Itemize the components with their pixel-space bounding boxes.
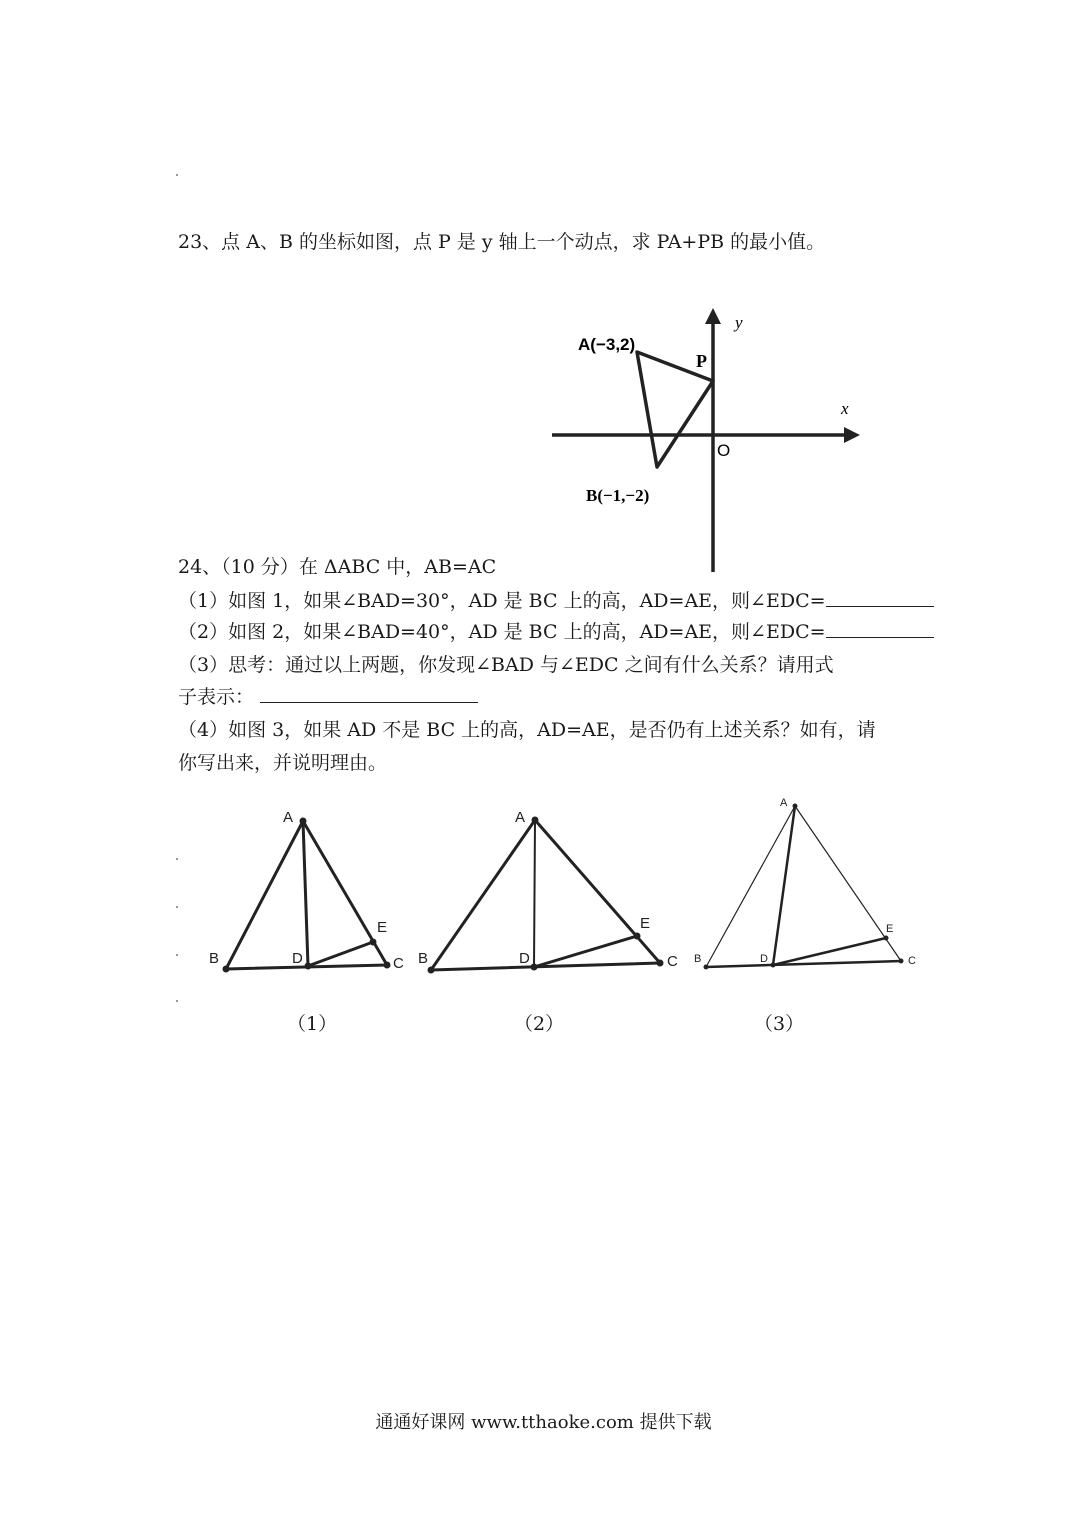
fig2-label-d: D — [519, 950, 530, 967]
y-axis-arrow-icon — [705, 308, 721, 324]
answer-blank-1[interactable] — [826, 588, 934, 607]
fig2-label-a: A — [515, 809, 526, 826]
segment-ad-3 — [773, 806, 795, 965]
fig1-label-e: E — [377, 919, 388, 936]
segment-ad-2 — [534, 820, 535, 967]
q24-part3-line2-text: 子表示： — [178, 686, 255, 708]
triangle-abc-2 — [431, 820, 660, 970]
q24-part3-line1: （3）思考：通过以上两题，你发现∠BAD 与∠EDC 之间有什么关系？请用式 — [178, 654, 834, 676]
figure-2-caption: （2） — [514, 1013, 565, 1035]
segment-de-2 — [534, 936, 637, 967]
margin-mark — [176, 858, 178, 860]
point-b-label: B(−1,−2) — [586, 486, 650, 505]
segment-de-1 — [308, 942, 373, 966]
fig2-label-b: B — [418, 950, 429, 967]
q24-part2 — [178, 619, 934, 645]
q24-part3-line2 — [178, 684, 478, 710]
q23-coordinate-figure — [540, 300, 880, 580]
fig3-label-a: A — [780, 797, 788, 809]
margin-mark — [176, 174, 178, 176]
fig1-label-c: C — [393, 955, 404, 972]
figure-1-caption: （1） — [287, 1013, 338, 1035]
figure-2 — [410, 805, 690, 980]
q24-part1-text: （1）如图 1，如果∠BAD=30°，AD 是 BC 上的高，AD=AE，则∠EDC= — [178, 590, 826, 612]
margin-mark — [176, 954, 178, 956]
fig2-label-e: E — [640, 915, 651, 932]
answer-blank-3[interactable] — [260, 684, 478, 703]
fig3-label-c: C — [908, 955, 916, 967]
figure-1 — [200, 805, 415, 980]
segment-ab-3 — [706, 806, 795, 967]
segment-ad-1 — [303, 821, 308, 966]
q24-part4-line2: 你写出来，并说明理由。 — [178, 752, 388, 774]
q24-part1 — [178, 588, 934, 614]
q24-part4-line1: （4）如图 3，如果 AD 不是 BC 上的高，AD=AE，是否仍有上述关系？如有，请 — [178, 719, 876, 741]
x-axis-label: x — [841, 399, 849, 418]
y-axis-label: y — [735, 313, 743, 332]
q24-part2-text: （2）如图 2，如果∠BAD=40°，AD 是 BC 上的高，AD=AE，则∠EDC= — [178, 621, 826, 643]
fig2-label-c: C — [667, 953, 678, 970]
fig1-label-d: D — [292, 950, 303, 967]
fig1-label-b: B — [209, 950, 220, 967]
page-footer: 通通好课网 www.tthaoke.com 提供下载 — [375, 1412, 712, 1433]
fig1-label-a: A — [283, 809, 294, 826]
x-axis-arrow-icon — [844, 427, 860, 443]
fig3-label-e: E — [886, 923, 894, 935]
point-p-label: P — [696, 351, 707, 371]
q24-title: 24、（10 分）在 ΔABC 中，AB=AC — [178, 556, 497, 578]
figure-3-caption: （3） — [754, 1013, 805, 1035]
fig3-label-b: B — [694, 953, 702, 965]
answer-blank-2[interactable] — [826, 619, 934, 638]
figure-3 — [690, 795, 925, 980]
margin-mark — [176, 906, 178, 908]
fig3-label-d: D — [760, 953, 768, 965]
margin-mark — [176, 1000, 178, 1002]
origin-label: O — [717, 441, 731, 460]
segment-bc-3 — [706, 961, 901, 967]
q23-text: 23、点 A、B 的坐标如图，点 P 是 y 轴上一个动点，求 PA+PB 的最小值。 — [178, 231, 826, 253]
point-a-label: A(−3,2) — [578, 335, 636, 354]
